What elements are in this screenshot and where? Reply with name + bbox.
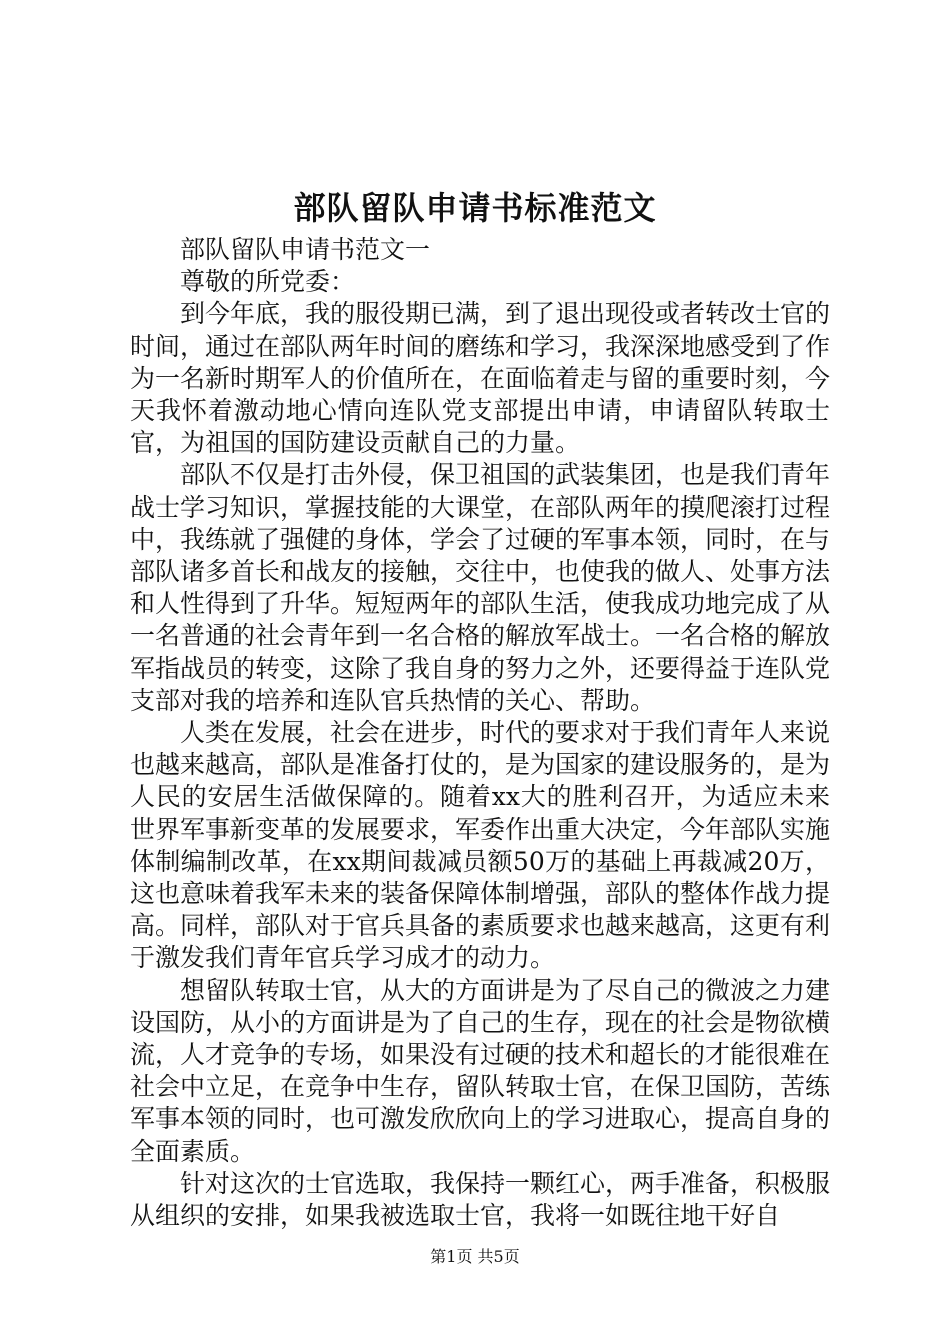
document-title: 部队留队申请书标准范文 <box>293 189 657 227</box>
paragraph: 人类在发展，社会在进步，时代的要求对于我们青年人来说也越来越高，部队是准备打仗的，是为国家的建设服务的，是为人民的安居生活做保障的。随着xx大的胜利召开，为适应未来世界军事新变革的发展要求，军委作出重大决定，今年部队实施体制编制改革，在xx期间裁减员额50万的基础上再裁减20万，这也意味着我军未来的装备保障体制增强，部队的整体作战力提高。同样，部队对于官兵具备的素质要求也越来越高，这更有利于激发我们青年官兵学习成才的动力。 <box>130 718 831 973</box>
paragraph: 针对这次的士官选取，我保持一颗红心，两手准备，积极服从组织的安排，如果我被选取士官，我将一如既往地干好自 <box>130 1168 831 1231</box>
paragraph: 部队不仅是打击外侵，保卫祖国的武装集团，也是我们青年战士学习知识，掌握技能的大课堂，在部队两年的摸爬滚打过程中，我练就了强健的身体，学会了过硬的军事本领，同时，在与部队诸多首长和战友的接触，交往中，也使我的做人、处事方法和人性得到了升华。短短两年的部队生活，使我成功地完成了从一名普通的社会青年到一名合格的解放军战士。一名合格的解放军指战员的转变，这除了我自身的努力之外，还要得益于连队党支部对我的培养和连队官兵热情的关心、帮助。 <box>130 460 831 715</box>
paragraph: 到今年底，我的服役期已满，到了退出现役或者转改士官的时间，通过在部队两年时间的磨练和学习，我深深地感受到了作为一名新时期军人的价值所在，在面临着走与留的重要时刻，今天我怀着激动地心情向连队党支部提出申请，申请留队转取士官，为祖国的国防建设贡献自己的力量。 <box>130 299 831 458</box>
paragraph: 尊敬的所党委： <box>180 267 356 297</box>
page-footer: 第1页 共5页 <box>430 1247 520 1266</box>
paragraph: 部队留队申请书范文一 <box>180 235 431 264</box>
paragraph: 想留队转取士官，从大的方面讲是为了尽自己的微波之力建设国防，从小的方面讲是为了自己的生存，现在的社会是物欲横流，人才竞争的专场，如果没有过硬的技术和超长的才能很难在社会中立足，在竞争中生存，留队转取士官，在保卫国防，苦练军事本领的同时，也可激发欣欣向上的学习进取心，提高自身的全面素质。 <box>130 975 831 1166</box>
document-body <box>130 234 830 1232</box>
